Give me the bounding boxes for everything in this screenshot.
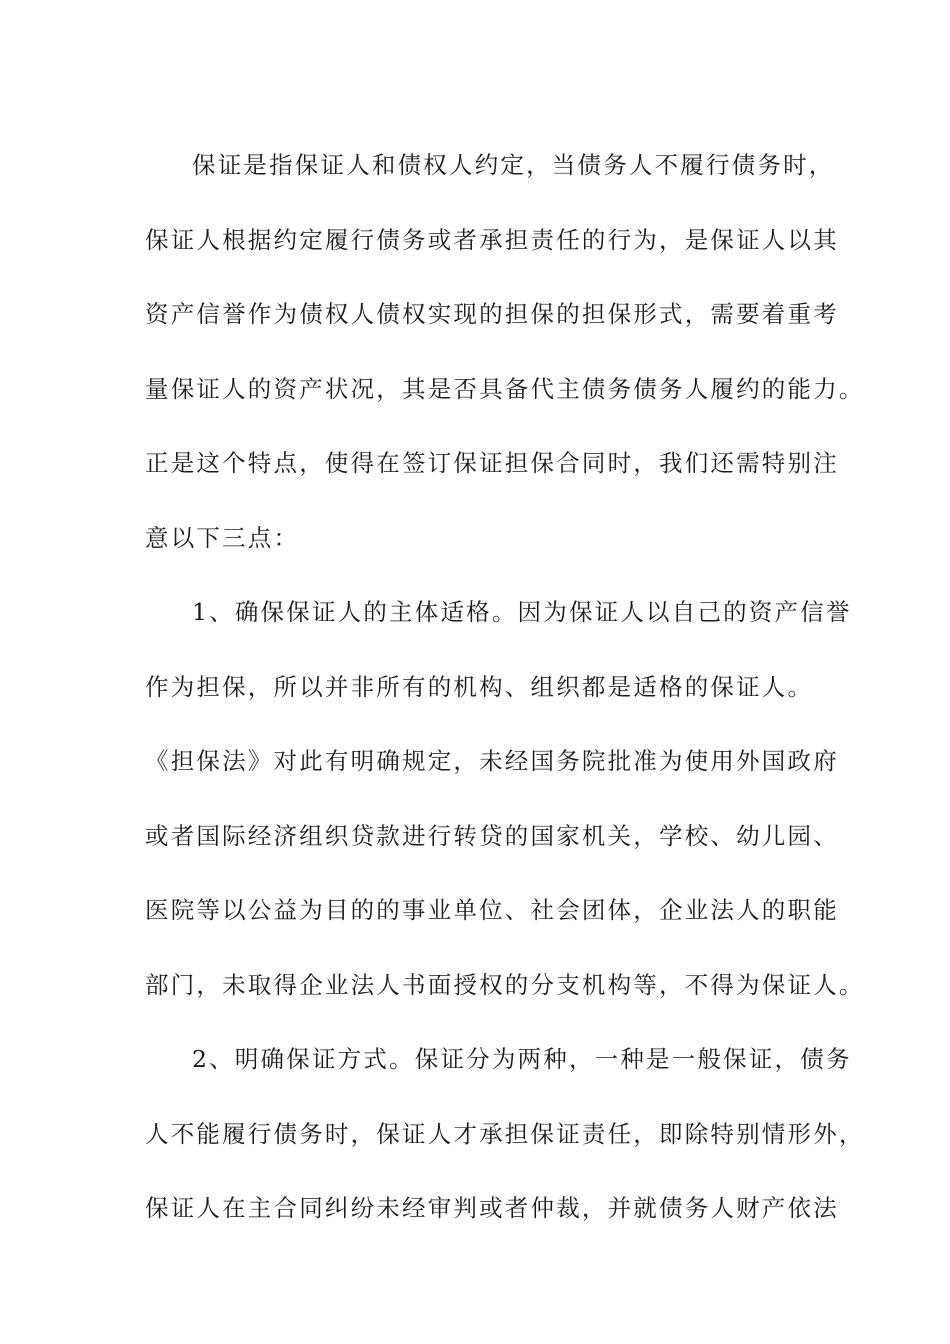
paragraph-line: 保证人在主合同纠纷未经审判或者仲裁，并就债务人财产依法 bbox=[145, 1194, 839, 1222]
paragraph-line: 量保证人的资产状况，其是否具备代主债务债务人履约的能力。 bbox=[145, 374, 865, 403]
paragraph-line: 资产信誉作为债权人债权实现的担保的担保形式，需要着重考 bbox=[145, 300, 839, 328]
paragraph-line: 部门，未取得企业法人书面授权的分支机构等，不得为保证人。 bbox=[145, 970, 865, 999]
paragraph-line: 人不能履行债务时，保证人才承担保证责任，即除特别情形外， bbox=[145, 1119, 865, 1148]
body-text bbox=[145, 128, 865, 1246]
paragraph-line: 保证是指保证人和债权人约定，当债务人不履行债务时， bbox=[192, 151, 835, 179]
paragraph-line: 医院等以公益为目的的事业单位、社会团体，企业法人的职能 bbox=[145, 896, 839, 924]
paragraph-line: 2、明确保证方式。保证分为两种，一种是一般保证，债务 bbox=[192, 1045, 852, 1073]
paragraph-line: 保证人根据约定履行债务或者承担责任的行为，是保证人以其 bbox=[145, 225, 839, 254]
paragraph-line: 或者国际经济组织贷款进行转贷的国家机关，学校、幼儿园、 bbox=[145, 821, 839, 850]
paragraph-line: 1、确保保证人的主体适格。因为保证人以自己的资产信誉 bbox=[192, 598, 852, 626]
paragraph-line: 《担保法》对此有明确规定，未经国务院批准为使用外国政府 bbox=[145, 747, 839, 775]
paragraph-line: 正是这个特点，使得在签订保证担保合同时，我们还需特别注 bbox=[145, 449, 839, 477]
paragraph-line: 作为担保，所以并非所有的机构、组织都是适格的保证人。 bbox=[145, 672, 814, 701]
paragraph-line: 意以下三点： bbox=[145, 523, 300, 552]
